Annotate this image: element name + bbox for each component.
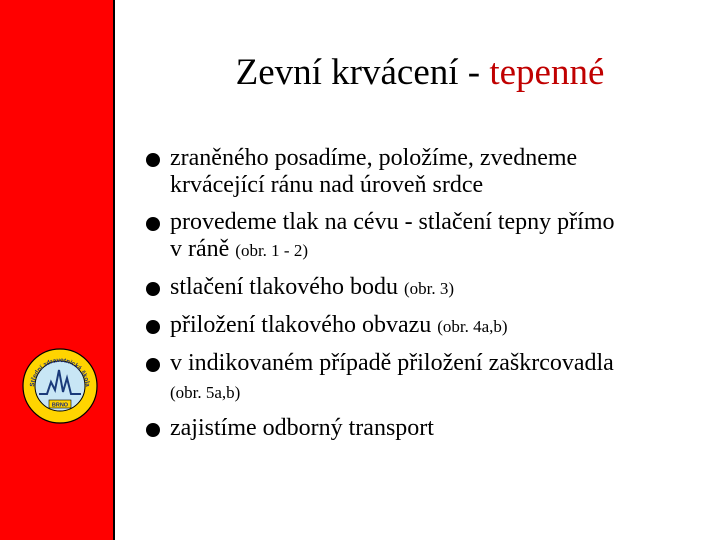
bullet-text-continuation xyxy=(170,236,716,264)
bullet-text: přiložení tlakového obvazu xyxy=(170,312,438,338)
list-item xyxy=(146,145,716,199)
list-item xyxy=(146,312,716,340)
bullet-text: v indikovaném případě přiložení zaškrcovadla xyxy=(170,350,614,376)
bullet-text-continuation: krvácející ránu nad úroveň srdce xyxy=(170,172,484,198)
bullet-text: zajistíme odborný transport xyxy=(170,415,434,441)
bullet-text-part: v ráně xyxy=(170,236,236,262)
logo-ring-text: Střední zdravotnická škola xyxy=(28,356,92,388)
red-side-band xyxy=(0,0,115,540)
bullet-icon xyxy=(146,358,160,372)
bullet-icon xyxy=(146,320,160,334)
figure-reference: (obr. 1 - 2) xyxy=(235,241,309,260)
bullet-text: zraněného posadíme, položíme, zvedneme xyxy=(170,145,578,171)
figure-reference: (obr. 4a,b) xyxy=(437,317,508,336)
title-accent: tepenné xyxy=(489,52,605,93)
figure-reference: (obr. 5a,b) xyxy=(170,383,241,402)
school-emblem-icon xyxy=(22,348,98,424)
bullet-text: stlačení tlakového bodu xyxy=(170,274,404,300)
bullet-text: provedeme tlak na cévu - stlačení tepny přímo xyxy=(170,209,615,235)
bullet-icon xyxy=(146,153,160,167)
bullet-icon xyxy=(146,282,160,296)
list-item xyxy=(146,350,716,405)
bullet-icon xyxy=(146,217,160,231)
bullet-list xyxy=(146,145,716,452)
title-main: Zevní krvácení - xyxy=(235,52,490,93)
logo-bottom-text: BRNO xyxy=(51,402,69,409)
figure-reference: (obr. 3) xyxy=(403,279,454,298)
slide-title xyxy=(120,48,720,98)
bullet-icon xyxy=(146,423,160,437)
list-item xyxy=(146,274,716,302)
list-item xyxy=(146,209,716,264)
list-item xyxy=(146,415,716,442)
